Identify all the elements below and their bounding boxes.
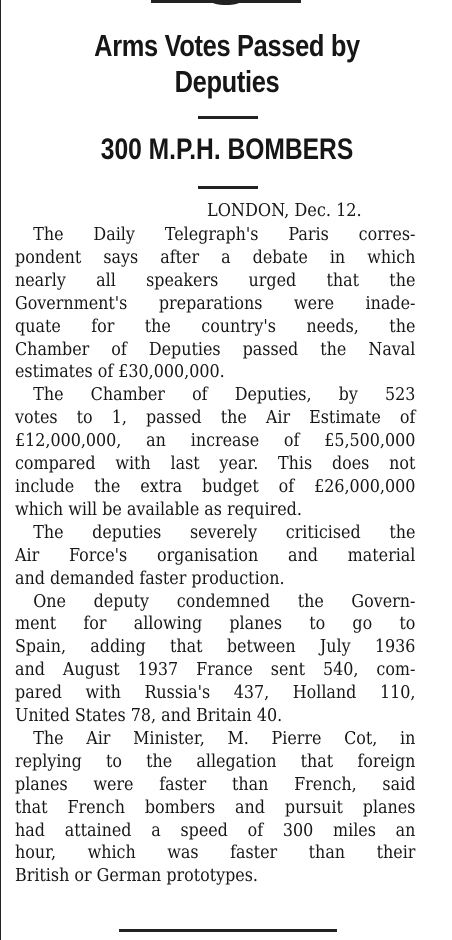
article-paragraph — [15, 224, 415, 384]
paragraph-line: ment for allowing planes to go to — [15, 614, 416, 635]
headline — [42, 28, 413, 100]
paragraph-line: The deputies severely criticised the — [33, 522, 416, 543]
paragraph-line: Air Force's organisation and material — [15, 545, 416, 566]
paragraph-line: replying to the allegation that foreign — [15, 751, 416, 772]
article-paragraph — [15, 384, 415, 521]
headline-line-2: Deputies — [174, 64, 280, 99]
paragraph-line: and demanded faster production. — [15, 568, 285, 589]
paragraph-line: and August 1937 France sent 540, com- — [15, 660, 416, 681]
article-paragraph — [15, 728, 415, 888]
paragraph-line: that French bombers and pursuit planes — [15, 797, 416, 818]
headline-divider — [198, 116, 258, 119]
paragraph-line: pondent says after a debate in which — [15, 247, 416, 268]
paragraph-line: estimates of £30,000,000. — [15, 362, 225, 383]
paragraph-line: £12,000,000, an increase of £5,500,000 — [15, 431, 416, 452]
dateline: LONDON, Dec. 12. — [207, 201, 362, 221]
subheadline-divider — [198, 186, 258, 189]
article-paragraph — [15, 522, 415, 591]
paragraph-line: planes were faster than French, said — [15, 774, 416, 795]
paragraph-line: Spain, adding that between July 1936 — [15, 637, 416, 658]
paragraph-line: pared with Russia's 437, Holland 110, — [15, 683, 416, 704]
paragraph-line: had attained a speed of 300 miles an — [15, 820, 416, 841]
paragraph-line: compared with last year. This does not — [15, 454, 416, 475]
paragraph-line: hour, which was faster than their — [15, 843, 416, 864]
article-paragraph — [15, 591, 415, 728]
top-ornament-rule — [151, 0, 301, 3]
paragraph-line: British or German prototypes. — [15, 866, 258, 887]
paragraph-line: The Air Minister, M. Pierre Cot, in — [33, 728, 416, 749]
paragraph-line: which will be available as required. — [15, 499, 302, 520]
paragraph-line: include the extra budget of £26,000,000 — [15, 476, 416, 497]
article-body — [15, 224, 415, 888]
bottom-rule — [119, 929, 337, 932]
paragraph-line: Government's preparations were inade- — [15, 293, 416, 314]
paragraph-line: nearly all speakers urged that the — [15, 270, 416, 291]
paragraph-line: quate for the country's needs, the — [15, 316, 416, 337]
paragraph-line: United States 78, and Britain 40. — [15, 706, 283, 727]
paragraph-line: One deputy condemned the Govern- — [33, 591, 416, 612]
paragraph-line: Chamber of Deputies passed the Naval — [15, 339, 416, 360]
paragraph-line: votes to 1, passed the Air Estimate of — [15, 408, 416, 429]
paragraph-line: The Daily Telegraph's Paris corres- — [33, 225, 416, 245]
headline-line-1: Arms Votes Passed by — [94, 28, 360, 63]
subheadline: 300 M.P.H. BOMBERS — [100, 133, 354, 166]
paragraph-line: The Chamber of Deputies, by 523 — [33, 385, 416, 406]
